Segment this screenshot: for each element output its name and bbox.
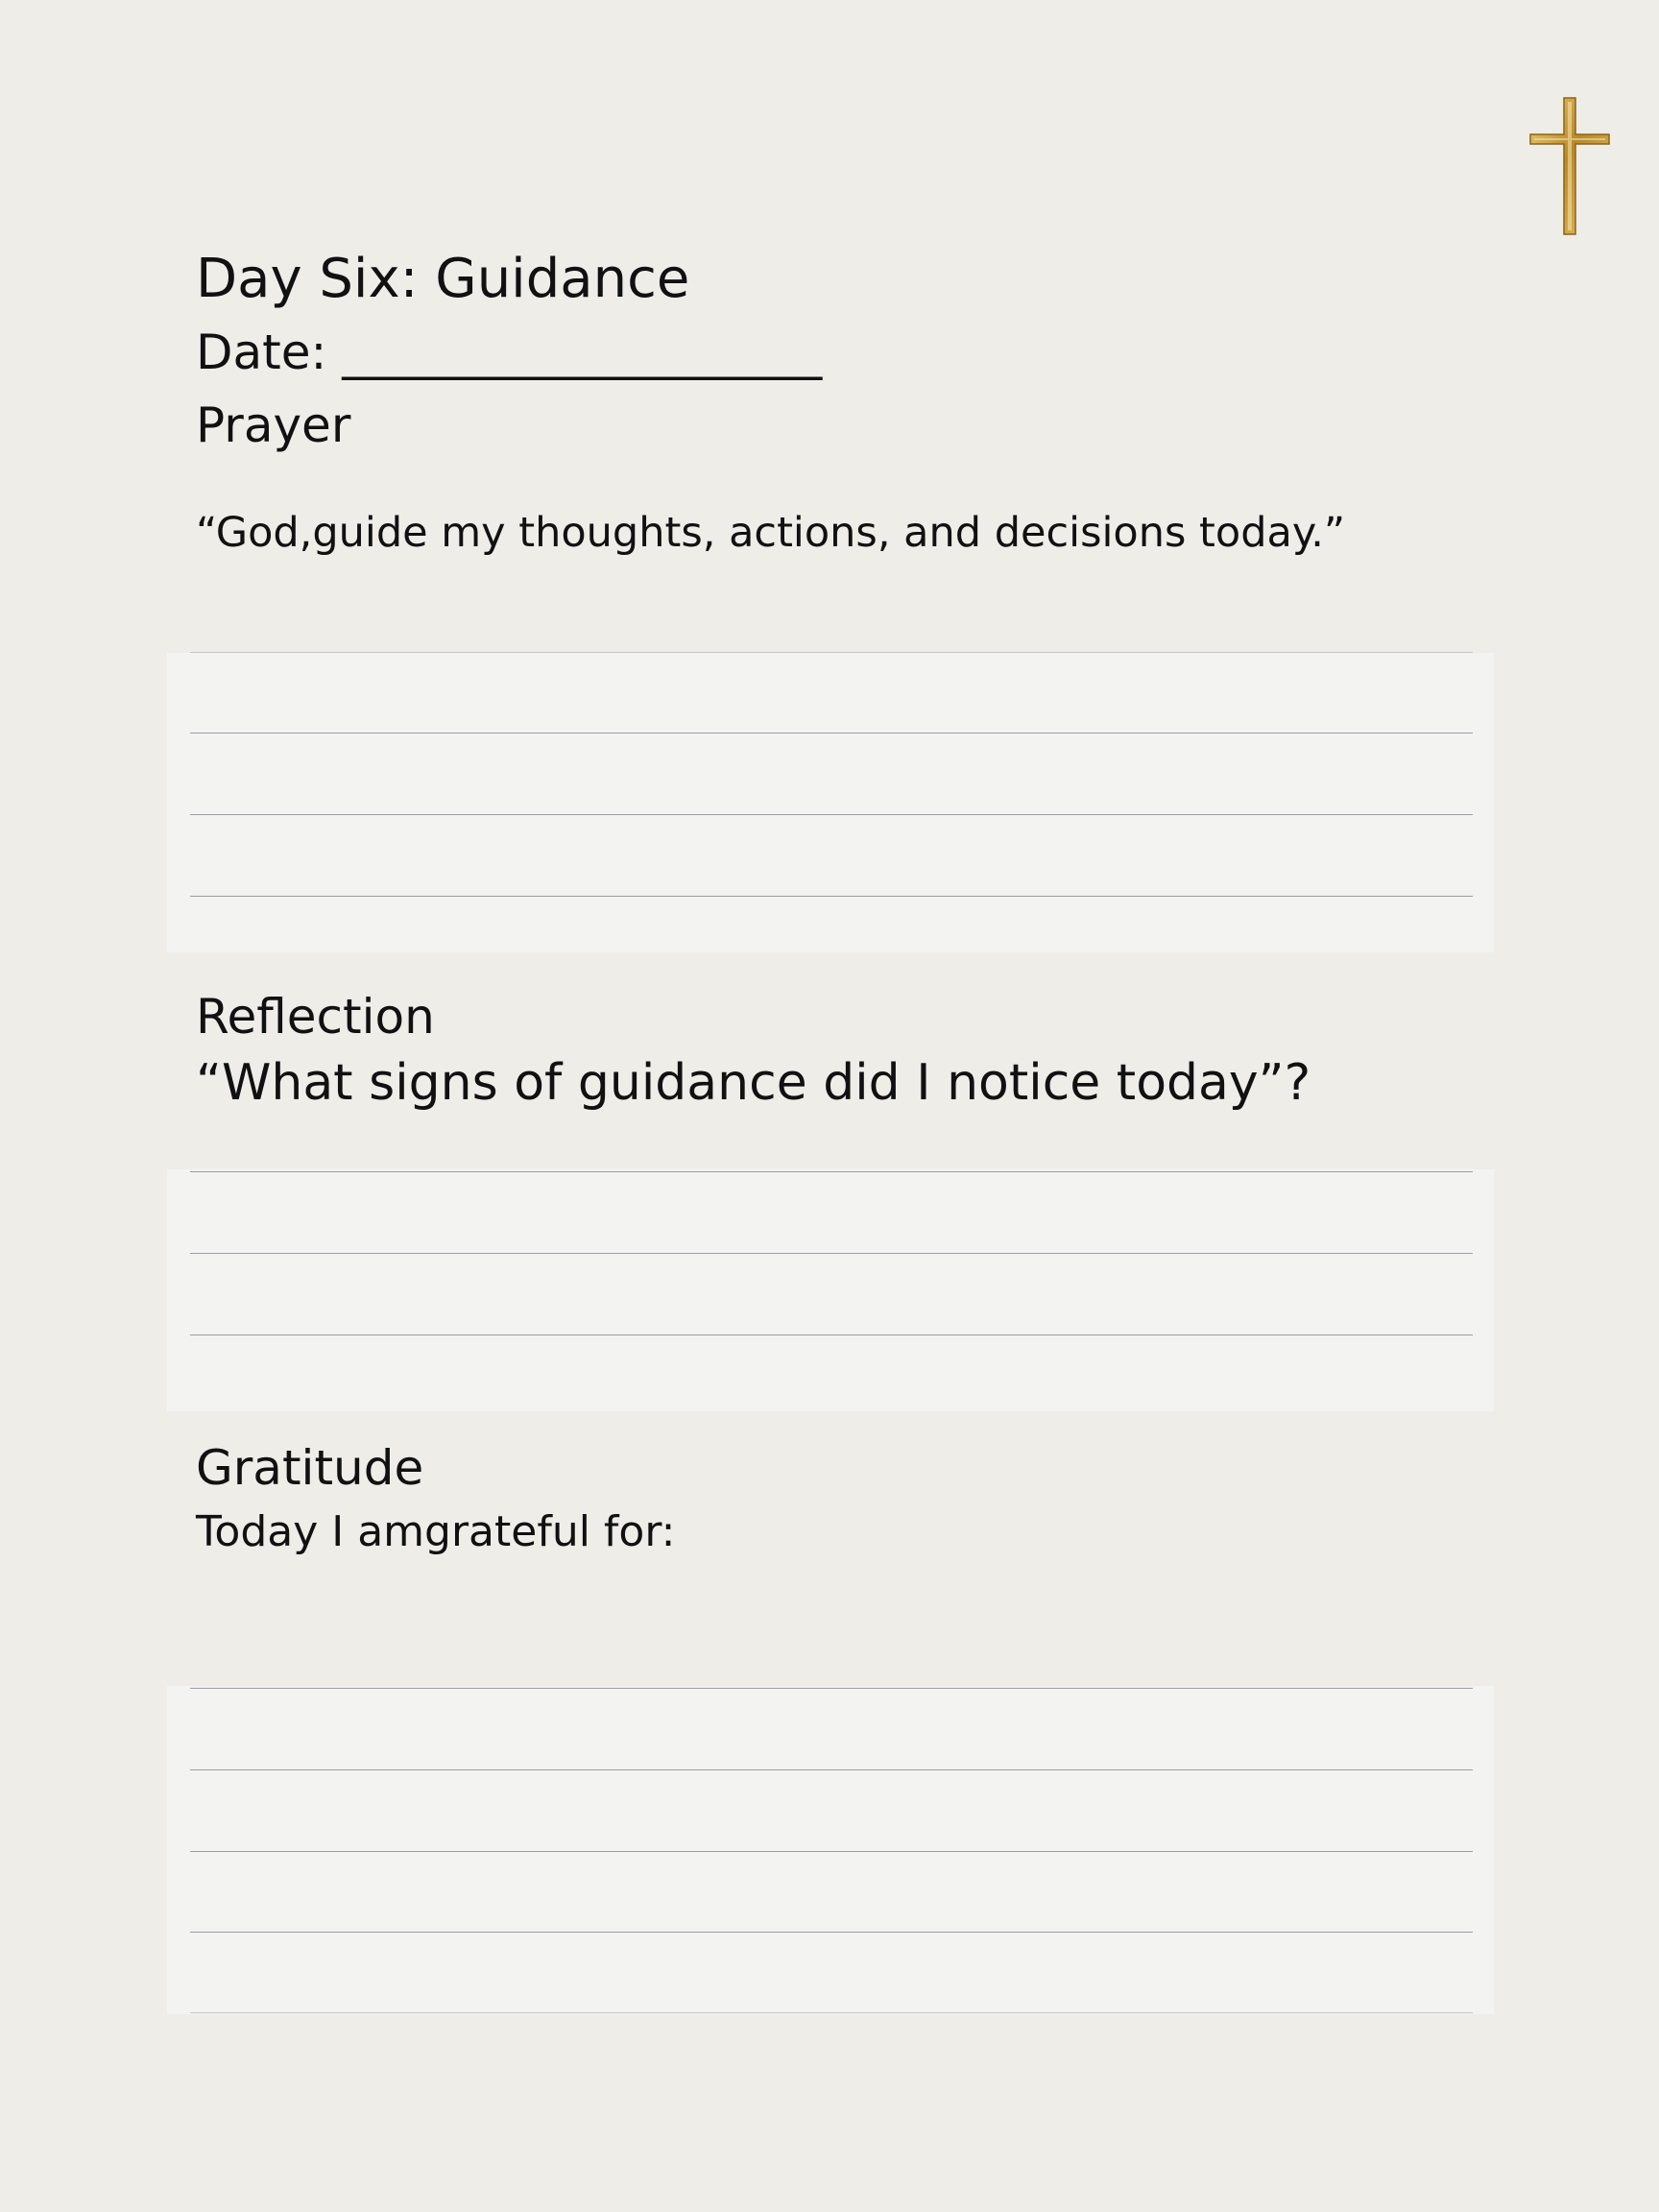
- writing-line: [190, 1769, 1473, 1770]
- writing-line: [190, 814, 1473, 815]
- page-title: Day Six: Guidance: [196, 248, 690, 310]
- reflection-writing-area[interactable]: [167, 1169, 1494, 1411]
- writing-line: [190, 652, 1473, 653]
- writing-line: [190, 896, 1473, 897]
- writing-line: [190, 2012, 1473, 2013]
- prayer-heading: Prayer: [196, 397, 351, 453]
- prayer-text: “God,guide my thoughts, actions, and decisions today.”: [196, 509, 1346, 557]
- writing-line: [190, 1851, 1473, 1852]
- gratitude-writing-area[interactable]: [167, 1686, 1494, 2014]
- reflection-heading: Reflection: [196, 989, 435, 1045]
- gratitude-heading: Gratitude: [196, 1440, 424, 1496]
- writing-line: [190, 1932, 1473, 1933]
- reflection-question: “What signs of guidance did I notice today”?: [196, 1054, 1311, 1112]
- prayer-writing-area[interactable]: [167, 653, 1494, 952]
- writing-line: [190, 1253, 1473, 1254]
- gratitude-prompt: Today I amgrateful for:: [196, 1507, 676, 1556]
- cross-icon: [1528, 96, 1611, 236]
- writing-line: [190, 1171, 1473, 1172]
- writing-line: [190, 1688, 1473, 1689]
- date-field[interactable]: Date: ____________________: [196, 325, 823, 380]
- writing-line: [190, 1334, 1473, 1335]
